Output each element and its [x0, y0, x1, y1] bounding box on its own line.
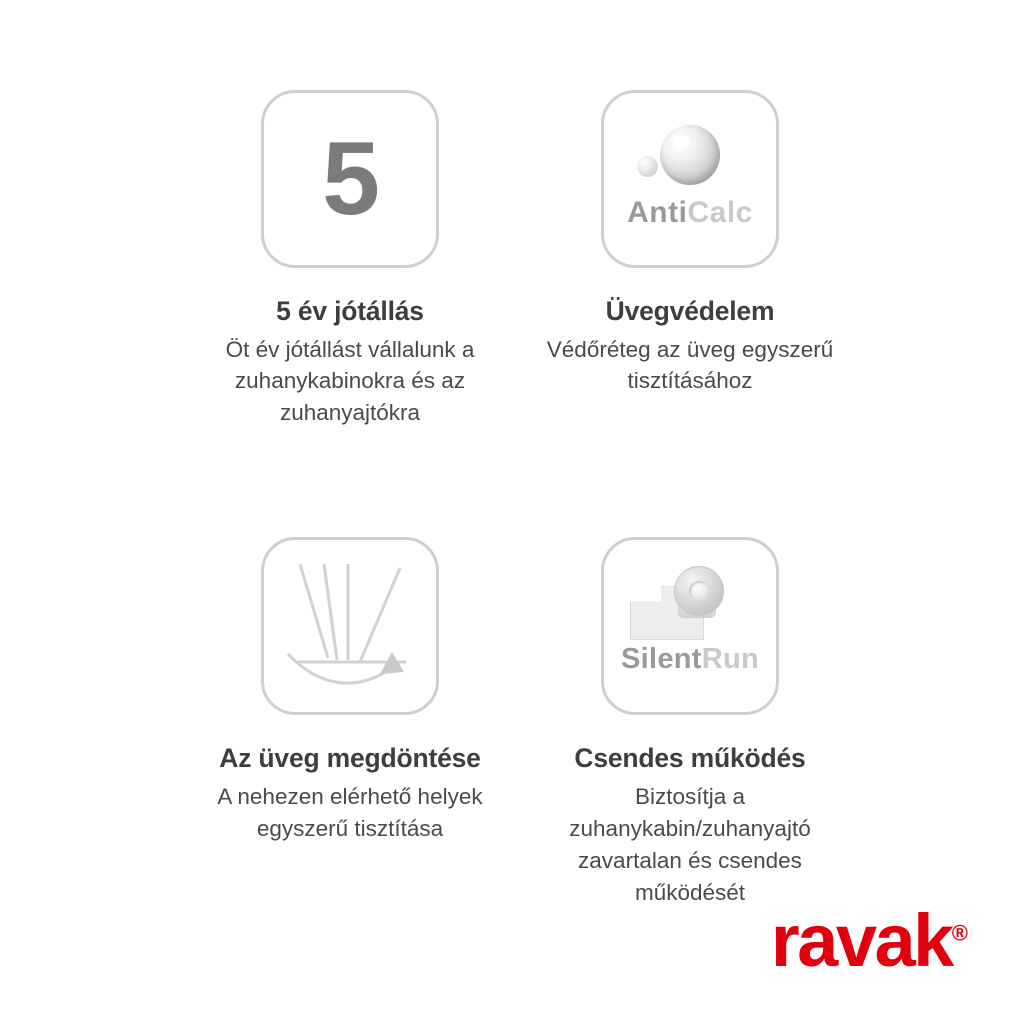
silentrun-graphic [604, 540, 776, 712]
silentrun-icon [601, 537, 779, 715]
feature-description: A nehezen elérhető helyek egyszerű tisztítása [217, 783, 483, 841]
water-drop-large-icon [660, 125, 720, 185]
feature-title: Csendes működés [574, 743, 806, 774]
anticalc-icon [601, 90, 779, 268]
feature-card-tilting-glass [180, 537, 520, 908]
feature-title: Üvegvédelem [605, 296, 775, 326]
feature-card-warranty [180, 90, 520, 429]
five-years-icon [261, 90, 439, 268]
anticalc-word-anti: Anti [627, 196, 688, 229]
anticalc-word-calc: Calc [687, 196, 753, 229]
tilting-glass-icon [261, 537, 439, 715]
five-years-numeral: 5 [322, 121, 378, 237]
silentrun-word-silent: Silent [620, 643, 702, 676]
silentrun-word-run: Run [701, 643, 760, 676]
feature-title: 5 év jótállás [276, 296, 424, 326]
feature-description: Biztosítja a zuhanykabin/zuhanyajtó zavartalan és csendes működését [569, 783, 811, 905]
silentrun-wordmark [604, 643, 776, 676]
feature-card-silent-operation [520, 537, 860, 908]
anticalc-wordmark [604, 196, 776, 230]
feature-card-glass-protection [520, 90, 860, 429]
feature-description: Védőréteg az üveg egyszerű tisztításához [546, 336, 834, 394]
anticalc-graphic [604, 93, 776, 265]
roller-wheel-icon [674, 566, 724, 616]
ravak-logo [770, 899, 968, 982]
registered-trademark-icon: ® [951, 920, 968, 946]
water-drop-small-icon [637, 156, 658, 177]
feature-description: Öt év jótállást vállalunk a zuhanykabinokra és az zuhanyajtókra [225, 336, 475, 426]
feature-grid [180, 90, 860, 909]
tilting-glass-graphic [264, 540, 436, 712]
feature-title: Az üveg megdöntése [219, 743, 481, 774]
ravak-logo-text: ravak [770, 899, 952, 982]
